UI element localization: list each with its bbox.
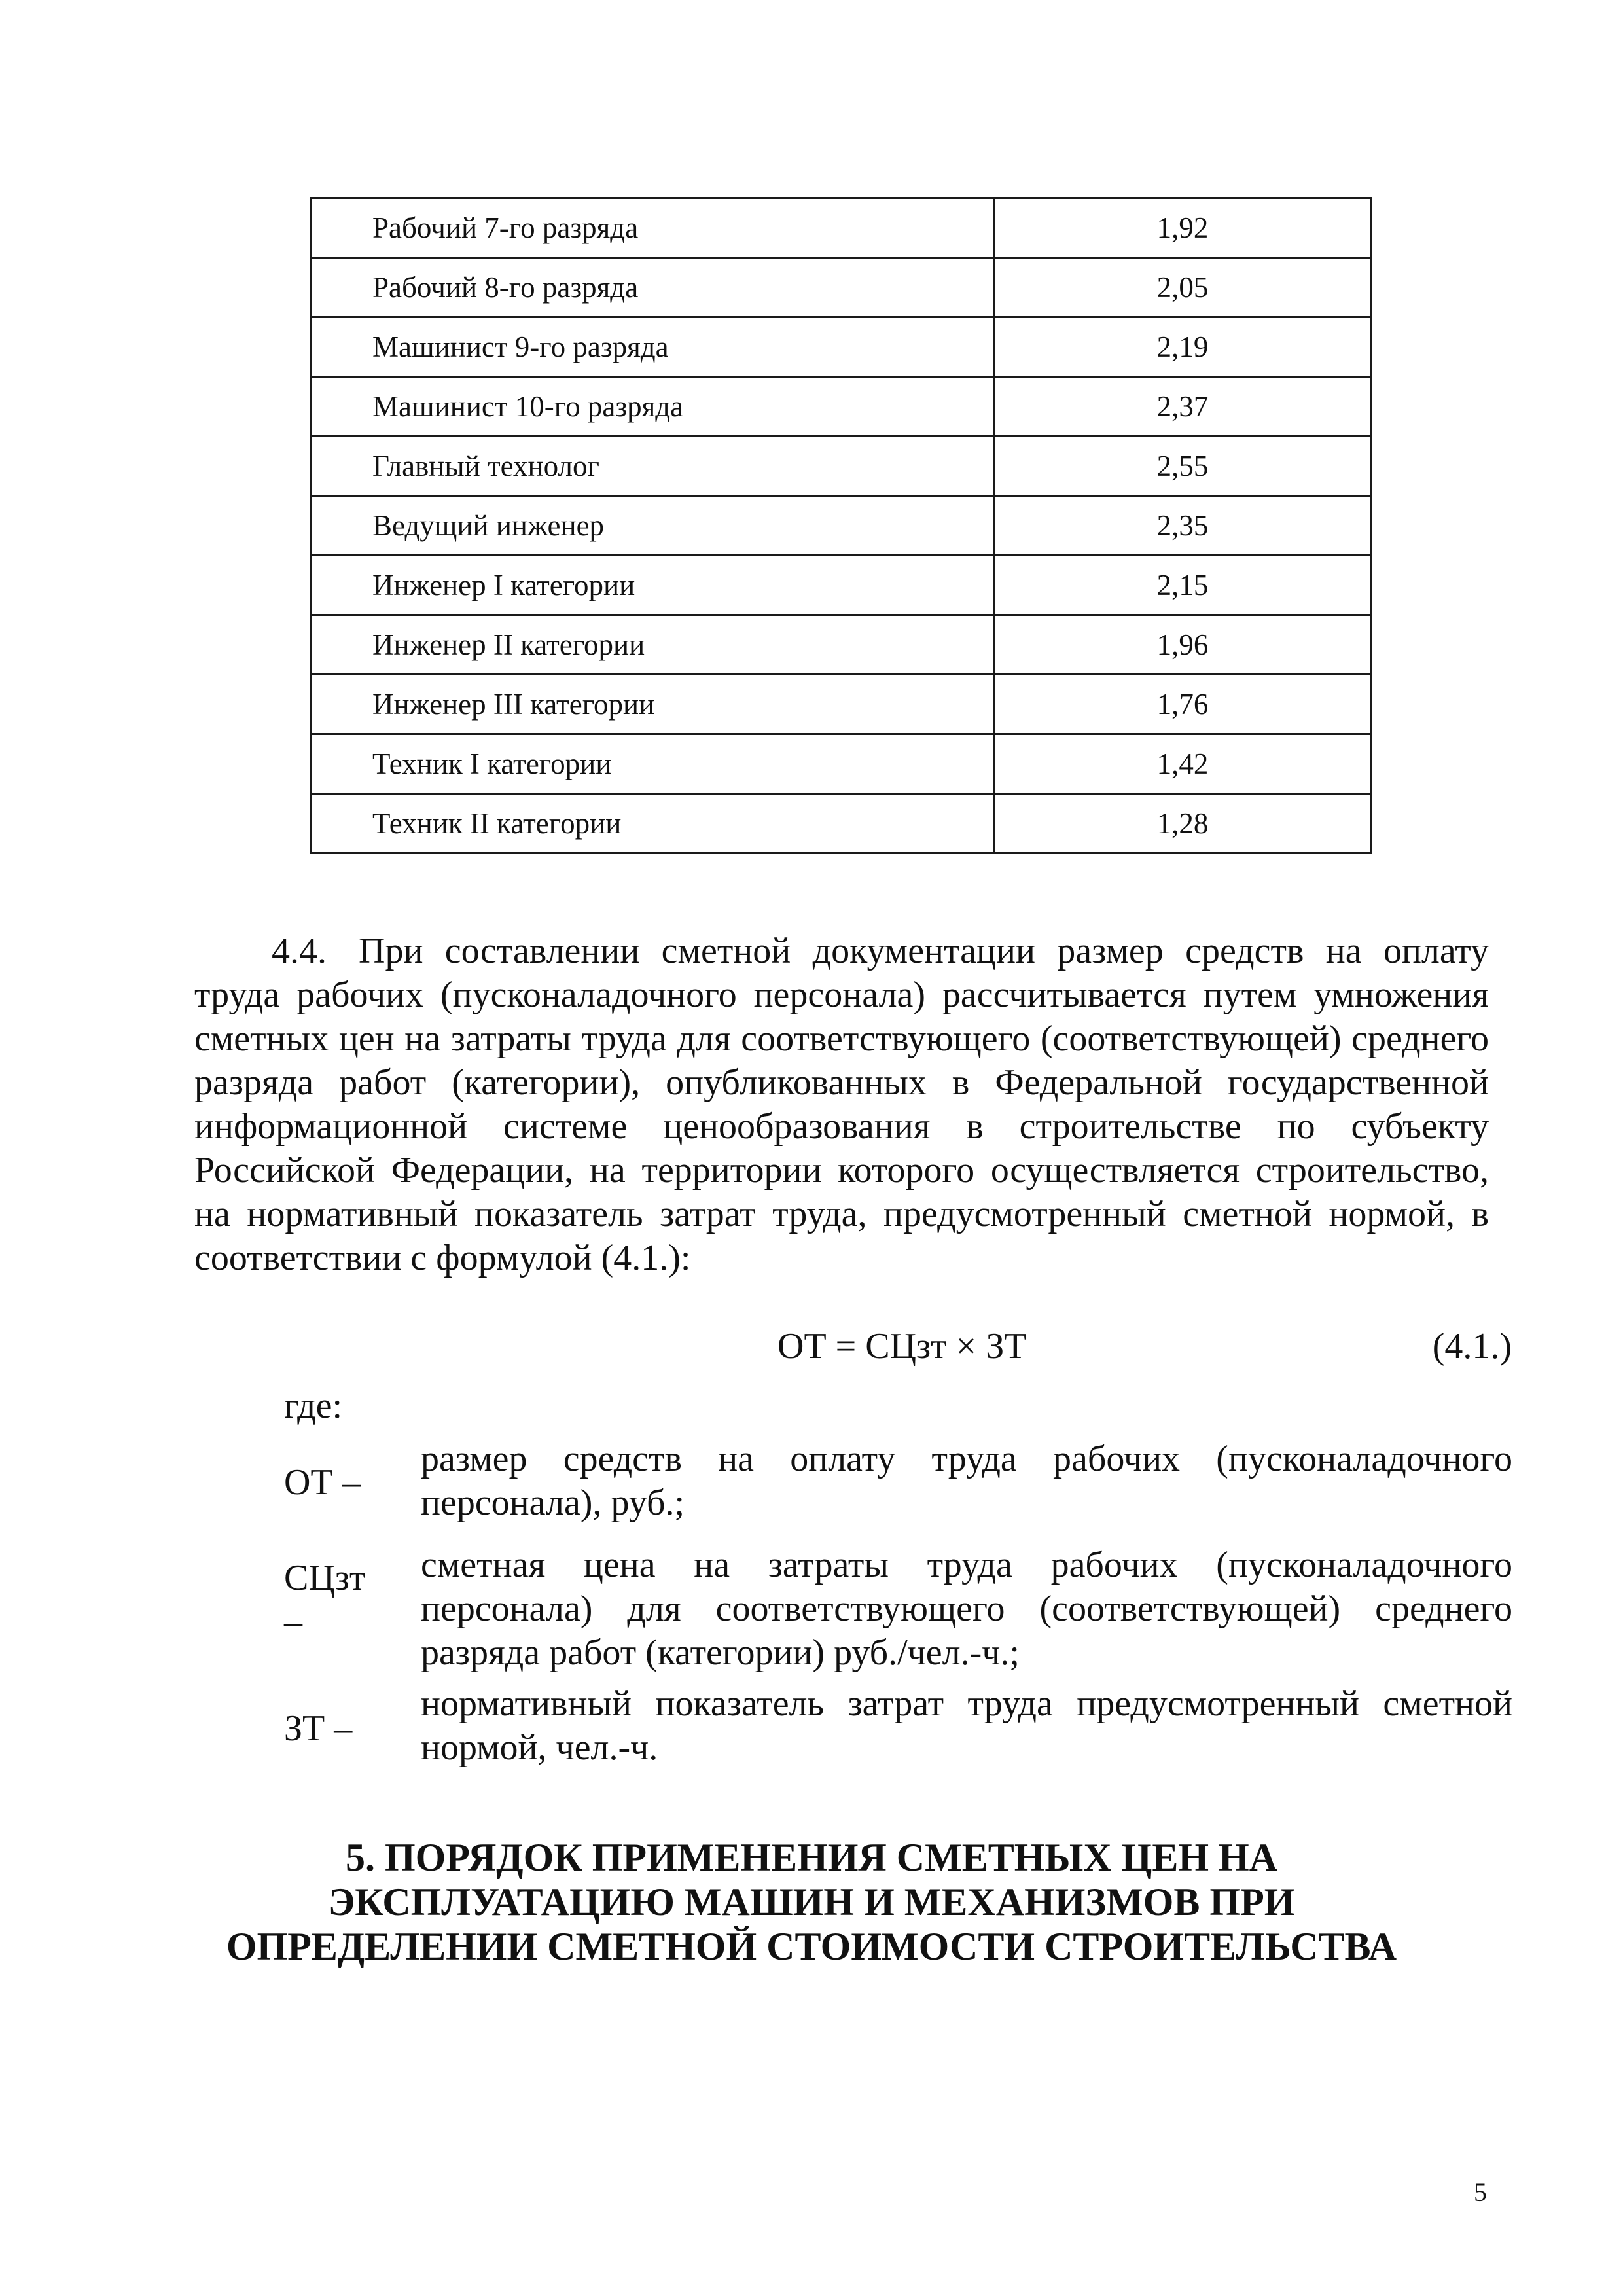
table-row bbox=[311, 317, 1372, 377]
formula-number: (4.1.) bbox=[1432, 1326, 1512, 1367]
table-cell-coefficient: 1,42 bbox=[994, 734, 1372, 794]
table-row bbox=[311, 198, 1372, 258]
table-cell-coefficient: 1,96 bbox=[994, 615, 1372, 675]
table-row bbox=[311, 437, 1372, 496]
table-cell-coefficient: 1,76 bbox=[994, 675, 1372, 734]
table-row bbox=[311, 377, 1372, 437]
formula-expression: ОТ = СЦзт × ЗТ bbox=[777, 1326, 1027, 1367]
table-cell-coefficient: 2,05 bbox=[994, 258, 1372, 317]
table-row bbox=[311, 794, 1372, 853]
table-cell-position: Машинист 9-го разряда bbox=[311, 317, 994, 377]
table-cell-coefficient: 2,55 bbox=[994, 437, 1372, 496]
section-heading: 5. ПОРЯДОК ПРИМЕНЕНИЯ СМЕТНЫХ ЦЕН НА ЭКСПЛУАТАЦИЮ МАШИН И МЕХАНИЗМОВ ПРИ ОПРЕДЕЛЕНИИ СМЕТНОЙ СТОИМОСТИ СТРОИТЕЛЬСТВА bbox=[226, 1836, 1397, 1968]
table-cell-position: Техник I категории bbox=[311, 734, 994, 794]
table-row bbox=[311, 258, 1372, 317]
table-row bbox=[311, 556, 1372, 615]
definition-term-zt: ЗТ – bbox=[284, 1708, 353, 1749]
table-cell-position: Рабочий 7-го разряда bbox=[311, 198, 994, 258]
paragraph-number: 4.4. bbox=[272, 931, 327, 971]
where-label: где: bbox=[284, 1386, 343, 1426]
table-cell-position: Инженер III категории bbox=[311, 675, 994, 734]
definition-term-ot: ОТ – bbox=[284, 1462, 361, 1503]
table-cell-position: Машинист 10-го разряда bbox=[311, 377, 994, 437]
table-cell-position: Инженер II категории bbox=[311, 615, 994, 675]
definition-term-sczt: СЦзт – bbox=[284, 1558, 366, 1642]
table-row bbox=[311, 615, 1372, 675]
table-cell-coefficient: 2,35 bbox=[994, 496, 1372, 556]
table-cell-coefficient: 1,28 bbox=[994, 794, 1372, 853]
table-row bbox=[311, 734, 1372, 794]
table-cell-position: Рабочий 8-го разряда bbox=[311, 258, 994, 317]
table-cell-position: Ведущий инженер bbox=[311, 496, 994, 556]
table-cell-coefficient: 2,15 bbox=[994, 556, 1372, 615]
table-row bbox=[311, 675, 1372, 734]
definition-text-zt: нормативный показатель затрат труда предусмотренный сметной нормой, чел.-ч. bbox=[421, 1683, 1512, 1768]
table-cell-position: Инженер I категории bbox=[311, 556, 994, 615]
table-cell-coefficient: 1,92 bbox=[994, 198, 1372, 258]
table-cell-coefficient: 2,19 bbox=[994, 317, 1372, 377]
paragraph-4-4 bbox=[194, 929, 1489, 1280]
table-cell-position: Техник II категории bbox=[311, 794, 994, 853]
table-row bbox=[311, 496, 1372, 556]
definition-text-sczt: сметная цена на затраты труда рабочих (пусконаладочного персонала) для соответствующего (соответствующей) среднего разряда работ (категории) руб./чел.-ч.; bbox=[421, 1545, 1512, 1673]
table-cell-position: Главный технолог bbox=[311, 437, 994, 496]
definition-text-ot: размер средств на оплату труда рабочих (пусконаладочного персонала), руб.; bbox=[421, 1439, 1512, 1523]
coefficient-table bbox=[310, 197, 1372, 854]
table-cell-coefficient: 2,37 bbox=[994, 377, 1372, 437]
paragraph-text: При составлении сметной документации размер средств на оплату труда рабочих (пусконаладочного персонала) рассчитывается путем умножения сметных цен на затраты труда для соответствующего (соответствующей) среднего разряда работ (категории), опубликованных в Федеральной государственной информационной системе ценообразования в строительстве по субъекту Российской Федерации, на территории которого осуществляется строительство, на нормативный показатель затрат труда, предусмотренный сметной нормой, в соответствии с формулой (4.1.): bbox=[194, 931, 1489, 1278]
page-number: 5 bbox=[1474, 2178, 1487, 2207]
